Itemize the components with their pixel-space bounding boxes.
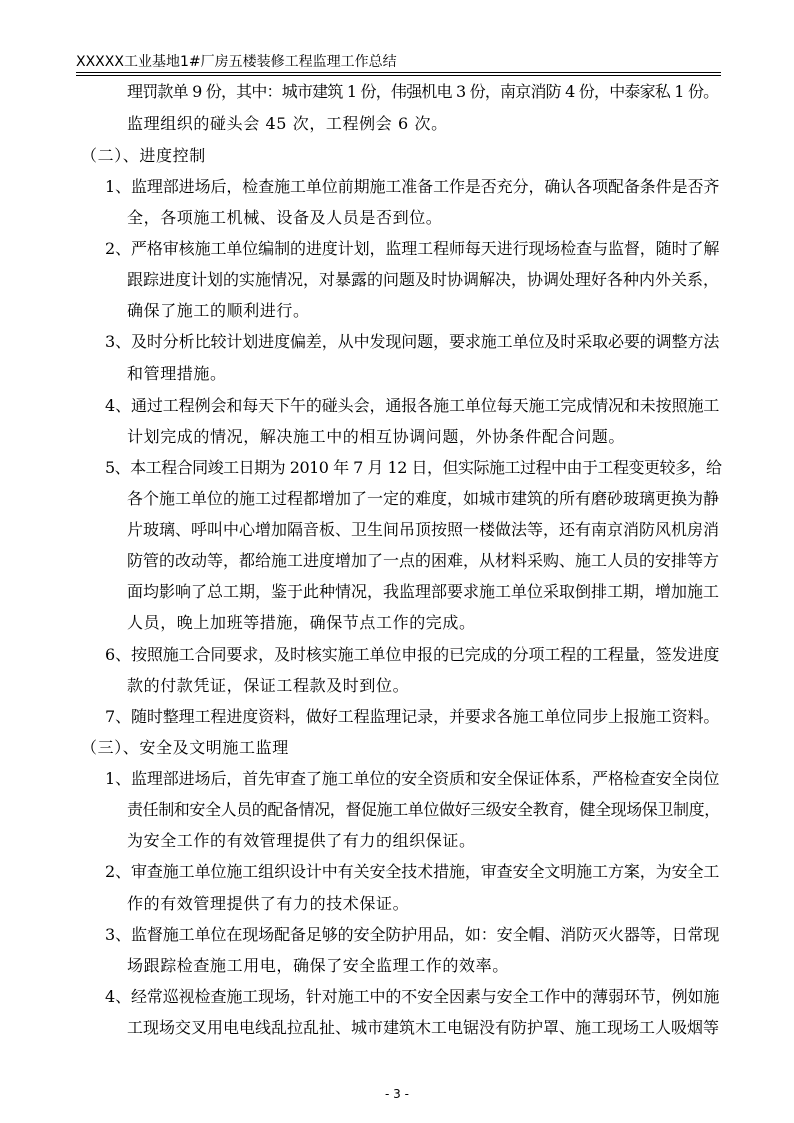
header-rule-double: [76, 75, 721, 76]
paragraph-line: 全，各项施工机械、设备及人员是否到位。: [127, 208, 443, 227]
paragraph-line: 6、按照施工合同要求，及时核实施工单位申报的已完成的分项工程的工程量，签发进度: [105, 645, 720, 664]
running-header: XXXXX工业基地1#厂房五楼装修工程监理工作总结: [76, 54, 397, 70]
paragraph-line: 理罚款单 9 份，其中：城市建筑 1 份，伟强机电 3 份，南京消防 4 份，中泰家私 1 份。: [127, 82, 719, 101]
paragraph-line: 计划完成的情况，解决施工中的相互协调问题，外协条件配合问题。: [127, 427, 626, 446]
paragraph-line: 7、随时整理工程进度资料，做好工程监理记录，并要求各施工单位同步上报施工资料。: [105, 707, 720, 726]
paragraph-line: 面均影响了总工期，鉴于此种情况，我监理部要求施工单位采取倒排工期，增加施工: [127, 582, 720, 601]
paragraph-line: 确保了施工的顺利进行。: [127, 301, 310, 320]
paragraph-line: 人员，晚上加班等措施，确保节点工作的完成。: [127, 613, 476, 632]
paragraph-line: 各个施工单位的施工过程都增加了一定的难度，如城市建筑的所有磨砂玻璃更换为静: [127, 489, 720, 508]
paragraph-line: 3、及时分析比较计划进度偏差，从中发现问题，要求施工单位及时采取必要的调整方法: [105, 332, 720, 351]
paragraph-line: 4、通过工程例会和每天下午的碰头会，通报各施工单位每天施工完成情况和未按照施工: [105, 396, 720, 415]
paragraph-line: 3、监督施工单位在现场配备足够的安全防护用品，如：安全帽、消防灭火器等，日常现: [105, 925, 720, 944]
header-rule: [76, 72, 721, 73]
page-number: - 3 -: [385, 1087, 409, 1101]
paragraph-line: 1、监理部进场后，首先审查了施工单位的安全资质和安全保证体系，严格检查安全岗位: [105, 769, 720, 788]
paragraph-line: 工现场交叉用电电线乱拉乱扯、城市建筑木工电锯没有防护罩、施工现场工人吸烟等: [127, 1018, 720, 1037]
paragraph-line: 4、经常巡视检查施工现场，针对施工中的不安全因素与安全工作中的薄弱环节，例如施: [105, 987, 720, 1006]
paragraph-line: 监理组织的碰头会 45 次，工程例会 6 次。: [127, 114, 448, 133]
paragraph-line: 和管理措施。: [127, 364, 227, 383]
paragraph-line: 款的付款凭证，保证工程款及时到位。: [127, 676, 410, 695]
section-heading: （三）、安全及文明施工监理: [81, 738, 289, 757]
paragraph-line: 5、本工程合同竣工日期为 2010 年 7 月 12 日，但实际施工过程中由于工程变更较多，给: [105, 458, 722, 477]
paragraph-line: 2、严格审核施工单位编制的进度计划，监理工程师每天进行现场检查与监督，随时了解: [105, 239, 720, 258]
section-heading: （二）、进度控制: [81, 146, 206, 165]
paragraph-line: 场跟踪检查施工用电，确保了安全监理工作的效率。: [127, 956, 509, 975]
paragraph-line: 跟踪进度计划的实施情况，对暴露的问题及时协调解决，协调处理好各种内外关系，: [127, 270, 720, 289]
paragraph-line: 1、监理部进场后，检查施工单位前期施工准备工作是否充分，确认各项配备条件是否齐: [105, 177, 720, 196]
paragraph-line: 防管的改动等，都给施工进度增加了一点的困难，从材料采购、施工人员的安排等方: [127, 551, 720, 570]
paragraph-line: 2、审查施工单位施工组织设计中有关安全技术措施，审查安全文明施工方案，为安全工: [105, 862, 720, 881]
paragraph-line: 为安全工作的有效管理提供了有力的组织保证。: [127, 831, 476, 850]
paragraph-line: 责任制和安全人员的配备情况，督促施工单位做好三级安全教育，健全现场保卫制度，: [127, 800, 720, 819]
paragraph-line: 片玻璃、呼叫中心增加隔音板、卫生间吊顶按照一楼做法等，还有南京消防风机房消: [127, 520, 720, 539]
paragraph-line: 作的有效管理提供了有力的技术保证。: [127, 894, 410, 913]
